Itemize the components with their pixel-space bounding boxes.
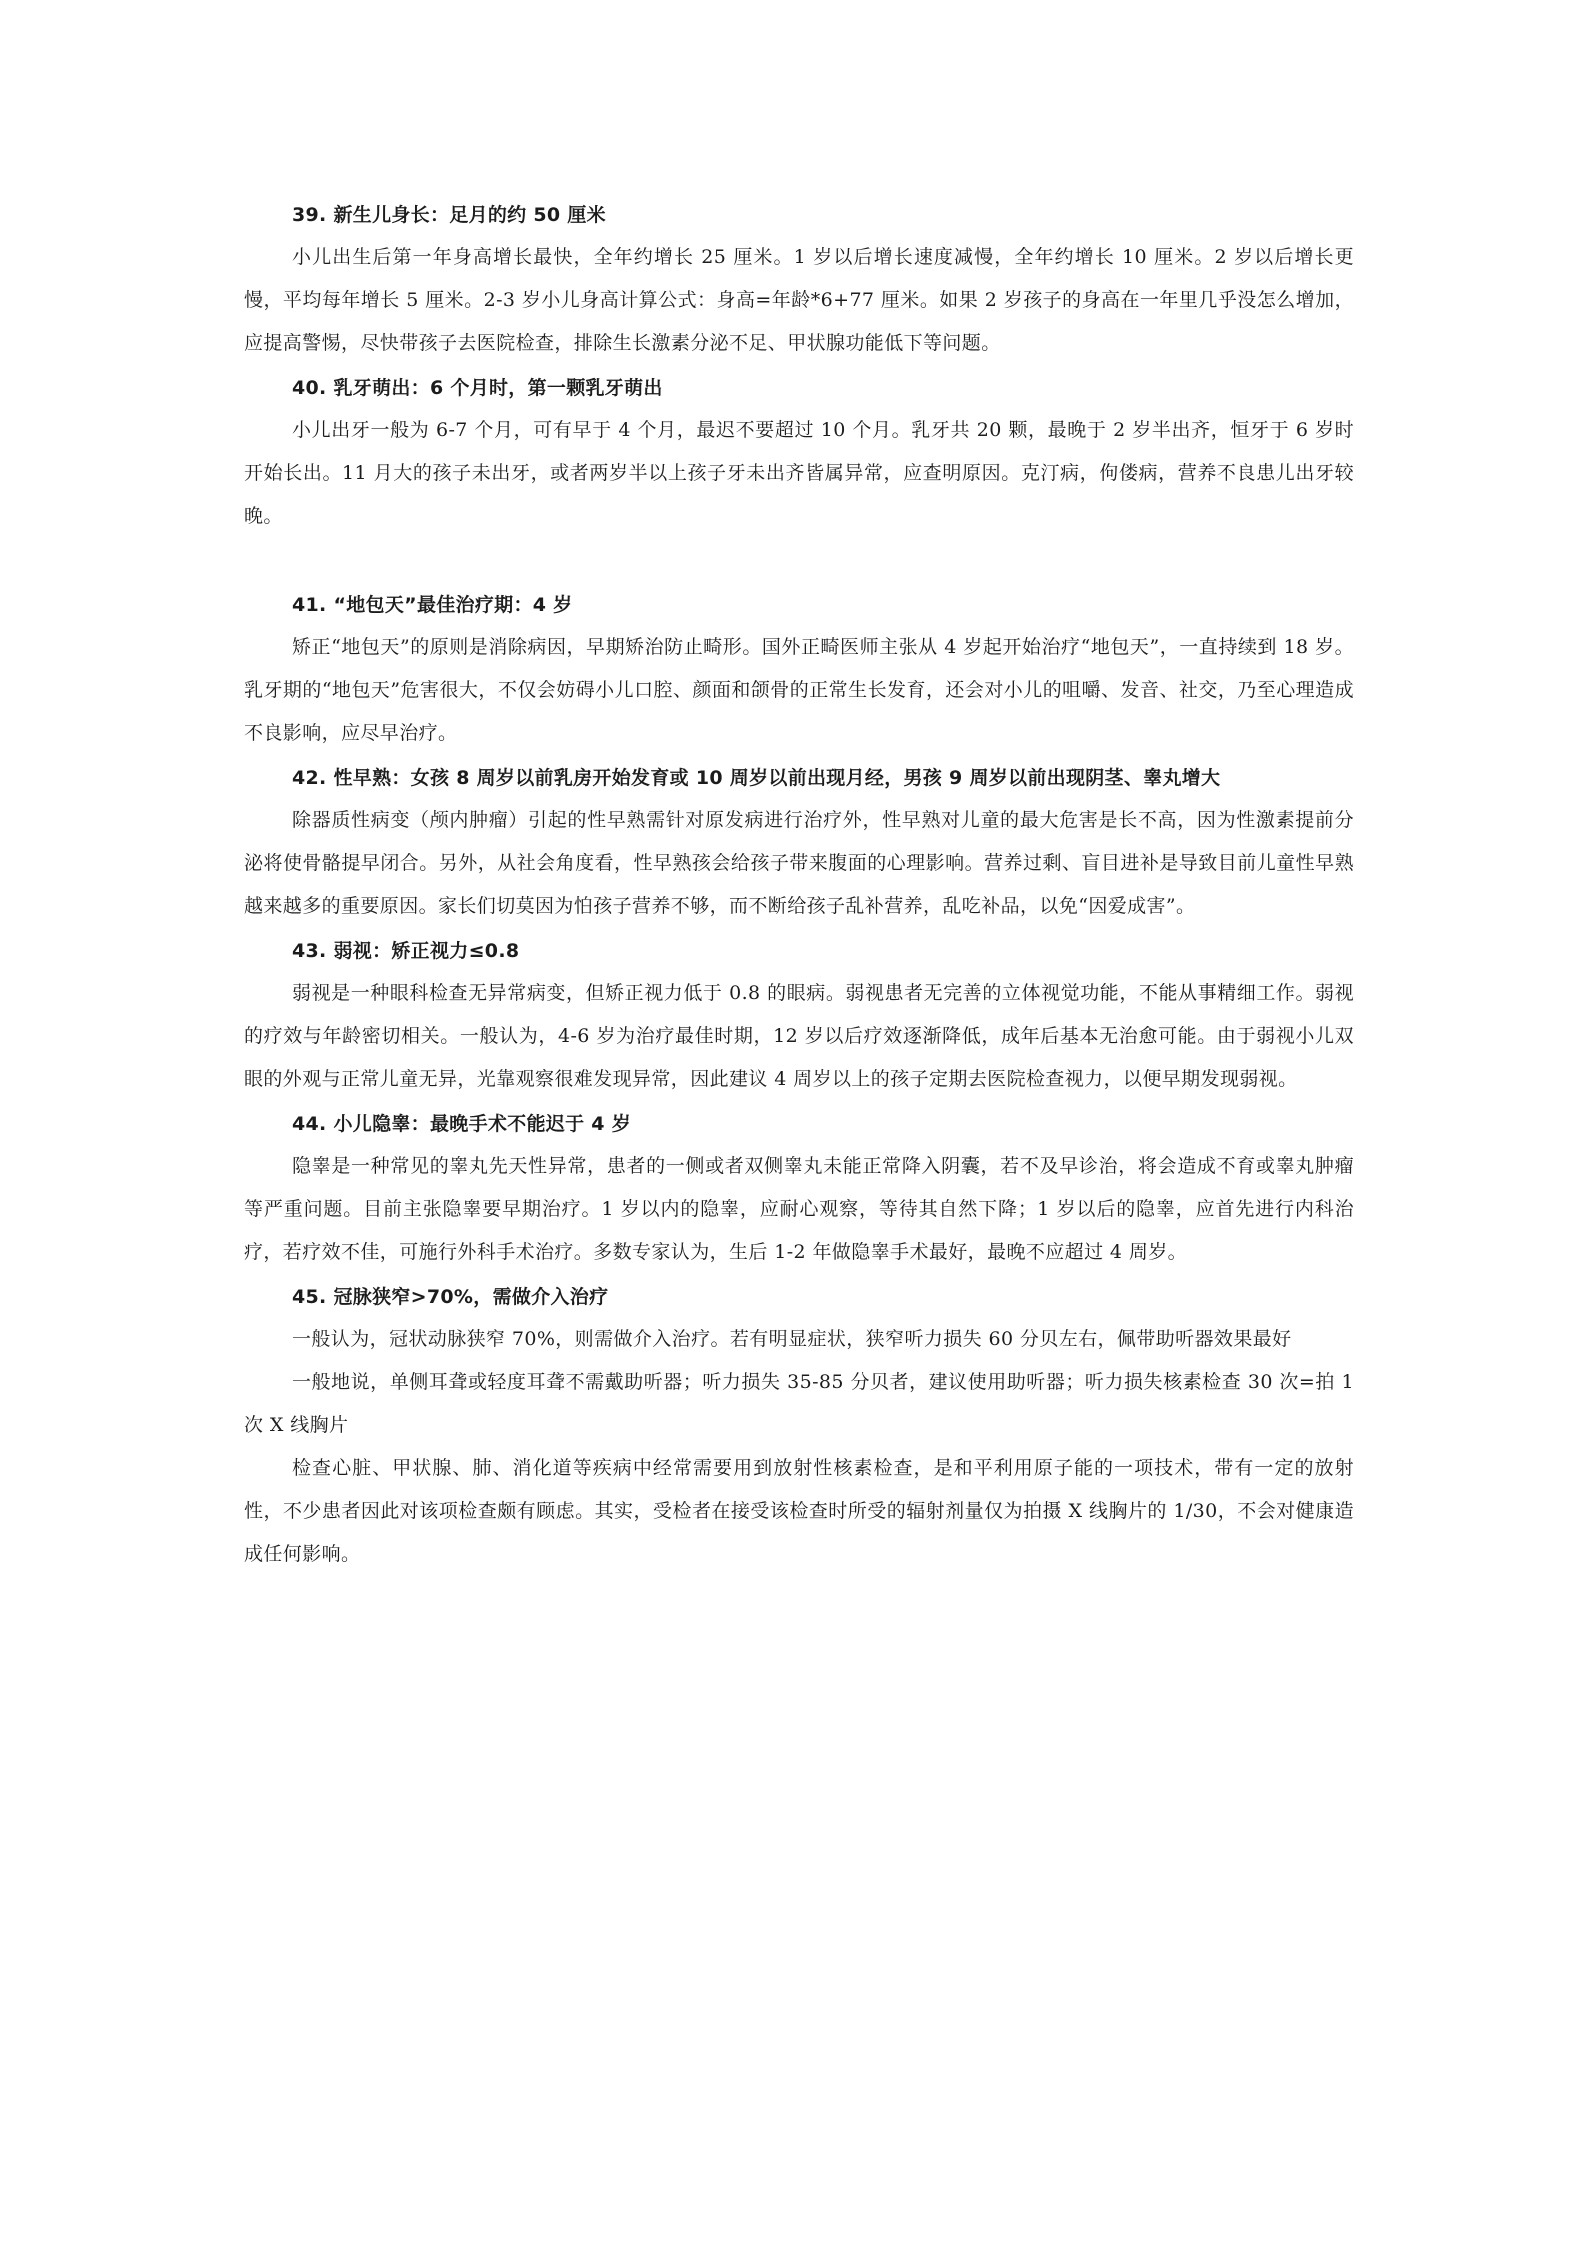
section-heading: 42. 性早熟：女孩 8 周岁以前乳房开始发育或 10 周岁以前出现月经，男孩 9 周岁以前出现阴茎、睾丸增大 — [292, 767, 1221, 789]
section-heading: 41. “地包天”最佳治疗期：4 岁 — [292, 594, 573, 616]
section-paragraph: 小儿出生后第一年身高增长最快，全年约增长 25 厘米。1 岁以后增长速度减慢，全年约增长 10 厘米。2 岁以后增长更慢，平均每年增长 5 厘米。2-3 岁小儿身高计算公式：身高=年龄*6+77 厘米。如果 2 岁孩子的身高在一年里几乎没怎么增加，应提高警惕，尽快带孩子去医院检查，排除生长激素分泌不足、甲状腺功能低下等问题。 — [244, 246, 1354, 354]
section-paragraph: 检查心脏、甲状腺、肺、消化道等疾病中经常需要用到放射性核素检查，是和平利用原子能的一项技术，带有一定的放射性，不少患者因此对该项检查颇有顾虑。其实，受检者在接受该检查时所受的辐射剂量仅为拍摄 X 线胸片的 1/30，不会对健康造成任何影响。 — [244, 1457, 1354, 1565]
section-paragraph: 小儿出牙一般为 6-7 个月，可有早于 4 个月，最迟不要超过 10 个月。乳牙共 20 颗，最晚于 2 岁半出齐，恒牙于 6 岁时开始长出。11 月大的孩子未出牙，或者两岁半以上孩子牙未出齐皆属异常，应查明原因。克汀病，佝偻病，营养不良患儿出牙较晚。 — [244, 419, 1354, 527]
section-paragraph: 一般地说，单侧耳聋或轻度耳聋不需戴助听器；听力损失 35-85 分贝者，建议使用助听器；听力损失核素检查 30 次=拍 1 次 X 线胸片 — [244, 1371, 1354, 1436]
section-paragraph: 除器质性病变（颅内肿瘤）引起的性早熟需针对原发病进行治疗外，性早熟对儿童的最大危害是长不高，因为性激素提前分泌将使骨骼提早闭合。另外，从社会角度看，性早熟孩会给孩子带来腹面的心理影响。营养过剩、盲目进补是导致目前儿童性早熟越来越多的重要原因。家长们切莫因为怕孩子营养不够，而不断给孩子乱补营养，乱吃补品，以免“因爱成害”。 — [244, 809, 1354, 917]
section-paragraph: 矫正“地包天”的原则是消除病因，早期矫治防止畸形。国外正畸医师主张从 4 岁起开始治疗“地包天”，一直持续到 18 岁。乳牙期的“地包天”危害很大，不仅会妨碍小儿口腔、颜面和颌骨的正常生长发育，还会对小儿的咀嚼、发音、社交，乃至心理造成不良影响，应尽早治疗。 — [244, 636, 1354, 744]
section-43 — [244, 936, 1354, 1101]
section-45 — [244, 1282, 1354, 1576]
section-heading: 40. 乳牙萌出：6 个月时，第一颗乳牙萌出 — [292, 377, 663, 399]
section-39 — [244, 200, 1354, 365]
section-41 — [244, 590, 1354, 755]
section-heading: 39. 新生儿身长：足月的约 50 厘米 — [292, 204, 606, 226]
section-paragraph: 一般认为，冠状动脉狭窄 70%，则需做介入治疗。若有明显症状，狭窄听力损失 60 分贝左右，佩带助听器效果最好 — [292, 1328, 1292, 1350]
section-heading: 44. 小儿隐睾：最晚手术不能迟于 4 岁 — [292, 1113, 632, 1135]
section-paragraph: 弱视是一种眼科检查无异常病变，但矫正视力低于 0.8 的眼病。弱视患者无完善的立体视觉功能，不能从事精细工作。弱视的疗效与年龄密切相关。一般认为，4-6 岁为治疗最佳时期，12 岁以后疗效逐渐降低，成年后基本无治愈可能。由于弱视小儿双眼的外观与正常儿童无异，光靠观察很难发现异常，因此建议 4 周岁以上的孩子定期去医院检查视力，以便早期发现弱视。 — [244, 982, 1354, 1090]
section-42 — [244, 763, 1354, 928]
document-body — [244, 200, 1354, 1576]
section-44 — [244, 1109, 1354, 1274]
section-paragraph: 隐睾是一种常见的睾丸先天性异常，患者的一侧或者双侧睾丸未能正常降入阴囊，若不及早诊治，将会造成不育或睾丸肿瘤等严重问题。目前主张隐睾要早期治疗。1 岁以内的隐睾，应耐心观察，等待其自然下降；1 岁以后的隐睾，应首先进行内科治疗，若疗效不佳，可施行外科手术治疗。多数专家认为，生后 1-2 年做隐睾手术最好，最晚不应超过 4 周岁。 — [244, 1155, 1354, 1263]
section-heading: 45. 冠脉狭窄>70%，需做介入治疗 — [292, 1286, 609, 1308]
section-heading: 43. 弱视：矫正视力≤0.8 — [292, 940, 520, 962]
section-40 — [244, 373, 1354, 538]
